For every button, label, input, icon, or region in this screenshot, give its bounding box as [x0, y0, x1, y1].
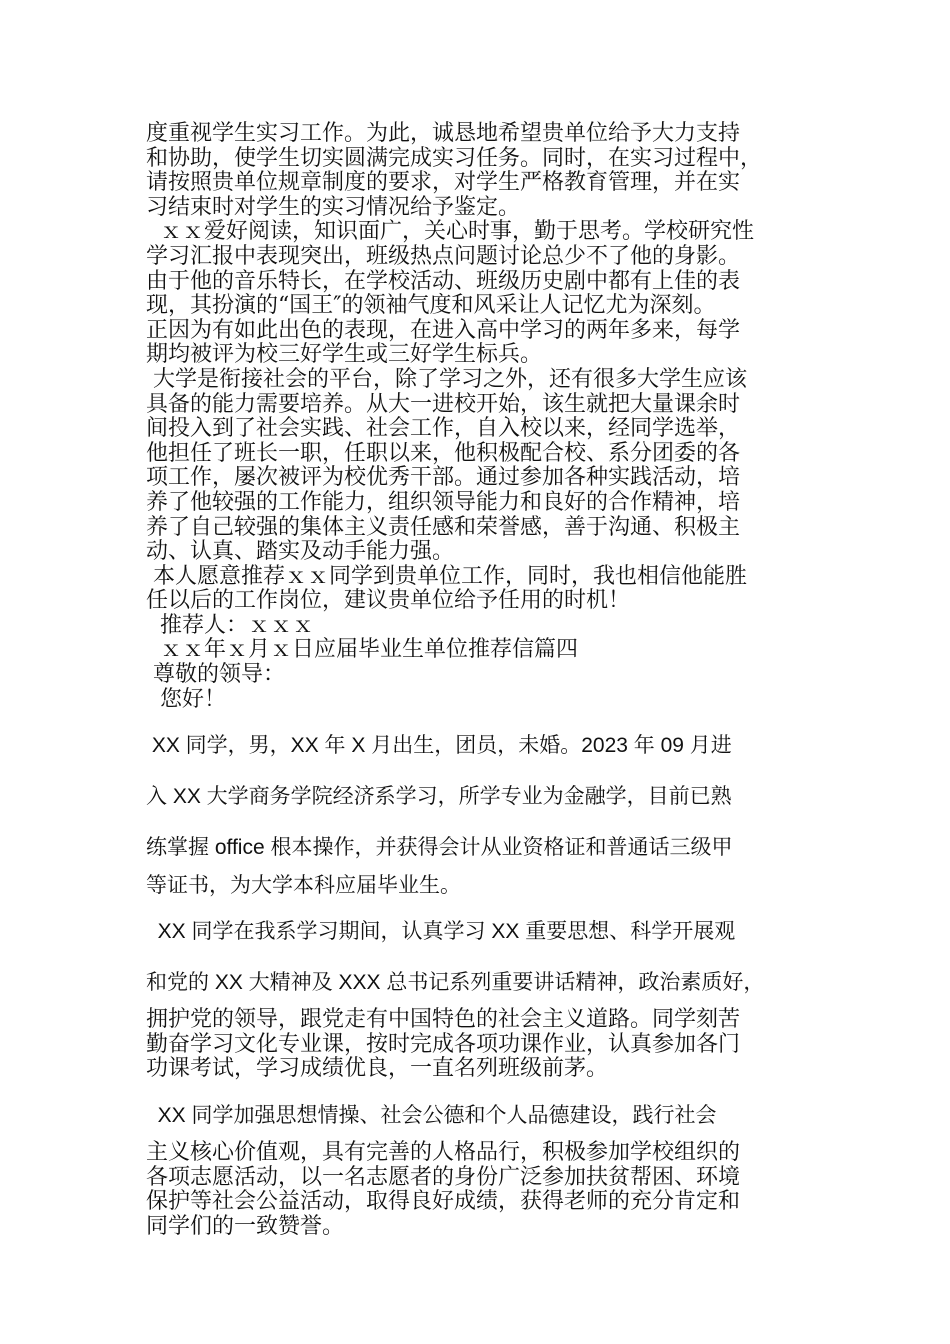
paragraph-character-tail [146, 1141, 808, 1239]
text-line: 间投入到了社会实践、社会工作，自入校以来，经同学选举， [146, 416, 741, 442]
text-line: 学习汇报中表现突出，班级热点问题讨论总少不了他的身影。 [146, 243, 741, 269]
text-line: XX 同学在我系学习期间，认真学习 XX 重要思想、科学开展观 [146, 920, 736, 944]
text-line: ｘｘ爱好阅读，知识面广，关心时事，勤于思考。学校研究性 [146, 219, 754, 245]
text-line: 拥护党的领导，跟党走有中国特色的社会主义道路。同学刻苦 [146, 1007, 741, 1033]
text-line: 和党的 XX 大精神及 XXX 总书记系列重要讲话精神，政治素质好， [146, 971, 765, 995]
text-line: 度重视学生实习工作。为此，诚恳地希望贵单位给予大力支持 [146, 121, 741, 146]
text-line: 大学是衔接社会的平台，除了学习之外，还有很多大学生应该 [146, 366, 747, 392]
text-line: 功课考试，学习成绩优良，一直名列班级前茅。 [146, 1056, 609, 1082]
text-line: XX 同学，男，XX 年 X 月出生，团员，未婚。2023 年 09 月进 [146, 734, 732, 758]
text-line: 和协助，使学生切实圆满完成实习任务。同时，在实习过程中， [146, 145, 763, 171]
recommendation-text-block [146, 122, 808, 712]
text-line: 等证书，为大学本科应届毕业生。 [146, 874, 461, 898]
text-line: 保护等社会公益活动，取得良好成绩，获得老师的充分肯定和 [146, 1189, 741, 1215]
text-line: 主义核心价值观，具有完善的人格品行，积极参加学校组织的 [146, 1140, 741, 1166]
text-line: 练掌握 office 根本操作，并获得会计从业资格证和普通话三级甲 [146, 836, 733, 860]
text-line: 养了自己较强的集体主义责任感和荣誉感，善于沟通、积极主 [146, 514, 741, 540]
text-line: 习结束时对学生的实习情况给予鉴定。 [146, 194, 521, 220]
text-line: 任以后的工作岗位，建议贵单位给予任用的时机！ [146, 588, 631, 614]
greeting-line: 您好！ [146, 686, 226, 712]
recommender-line: 推荐人：ｘｘｘ [146, 612, 314, 638]
text-line: 养了他较强的工作能力，组织领导能力和良好的合作精神，培 [146, 489, 741, 515]
text-line: 正因为有如此出色的表现，在进入高中学习的两年多来，每学 [146, 317, 741, 343]
text-line: 同学们的一致赞誉。 [146, 1213, 345, 1239]
text-line: 由于他的音乐特长，在学校活动、班级历史剧中都有上佳的表 [146, 268, 741, 294]
text-line: XX 同学加强思想情操、社会公德和个人品德建设，践行社会 [146, 1104, 717, 1128]
text-line: 现，其扮演的“国王″的领袖气度和风采让人记忆尤为深刻。 [146, 293, 716, 319]
text-line: 具备的能力需要培养。从大一进校开始，该生就把大量课余时 [146, 391, 741, 417]
text-line: 入 XX 大学商务学院经济系学习，所学专业为金融学，目前已熟 [146, 785, 732, 809]
text-line: 本人愿意推荐ｘｘ同学到贵单位工作，同时，我也相信他能胜 [146, 563, 747, 589]
paragraph-study-tail [146, 1008, 808, 1082]
document-page [146, 122, 808, 1239]
text-line: 请按照贵单位规章制度的要求，对学生严格教育管理，并在实 [146, 170, 741, 196]
text-line: 各项志愿活动，以一名志愿者的身份广泛参加扶贫帮困、环境 [146, 1164, 741, 1190]
text-line: 他担任了班长一职，任职以来，他积极配合校、系分团委的各 [146, 440, 741, 466]
paragraph-student-info [146, 720, 808, 898]
date-title-line: ｘｘ年ｘ月ｘ日应届毕业生单位推荐信篇四 [146, 637, 578, 663]
paragraph-study [146, 906, 808, 1082]
text-line: 项工作，屡次被评为校优秀干部。通过参加各种实践活动，培 [146, 465, 741, 491]
paragraph-character [146, 1090, 808, 1239]
text-line: 勤奋学习文化专业课，按时完成各项功课作业，认真参加各门 [146, 1031, 741, 1057]
text-line: 期均被评为校三好学生或三好学生标兵。 [146, 342, 543, 368]
text-line: 动、认真、踏实及动手能力强。 [146, 539, 455, 565]
salutation-line: 尊敬的领导： [146, 662, 285, 688]
